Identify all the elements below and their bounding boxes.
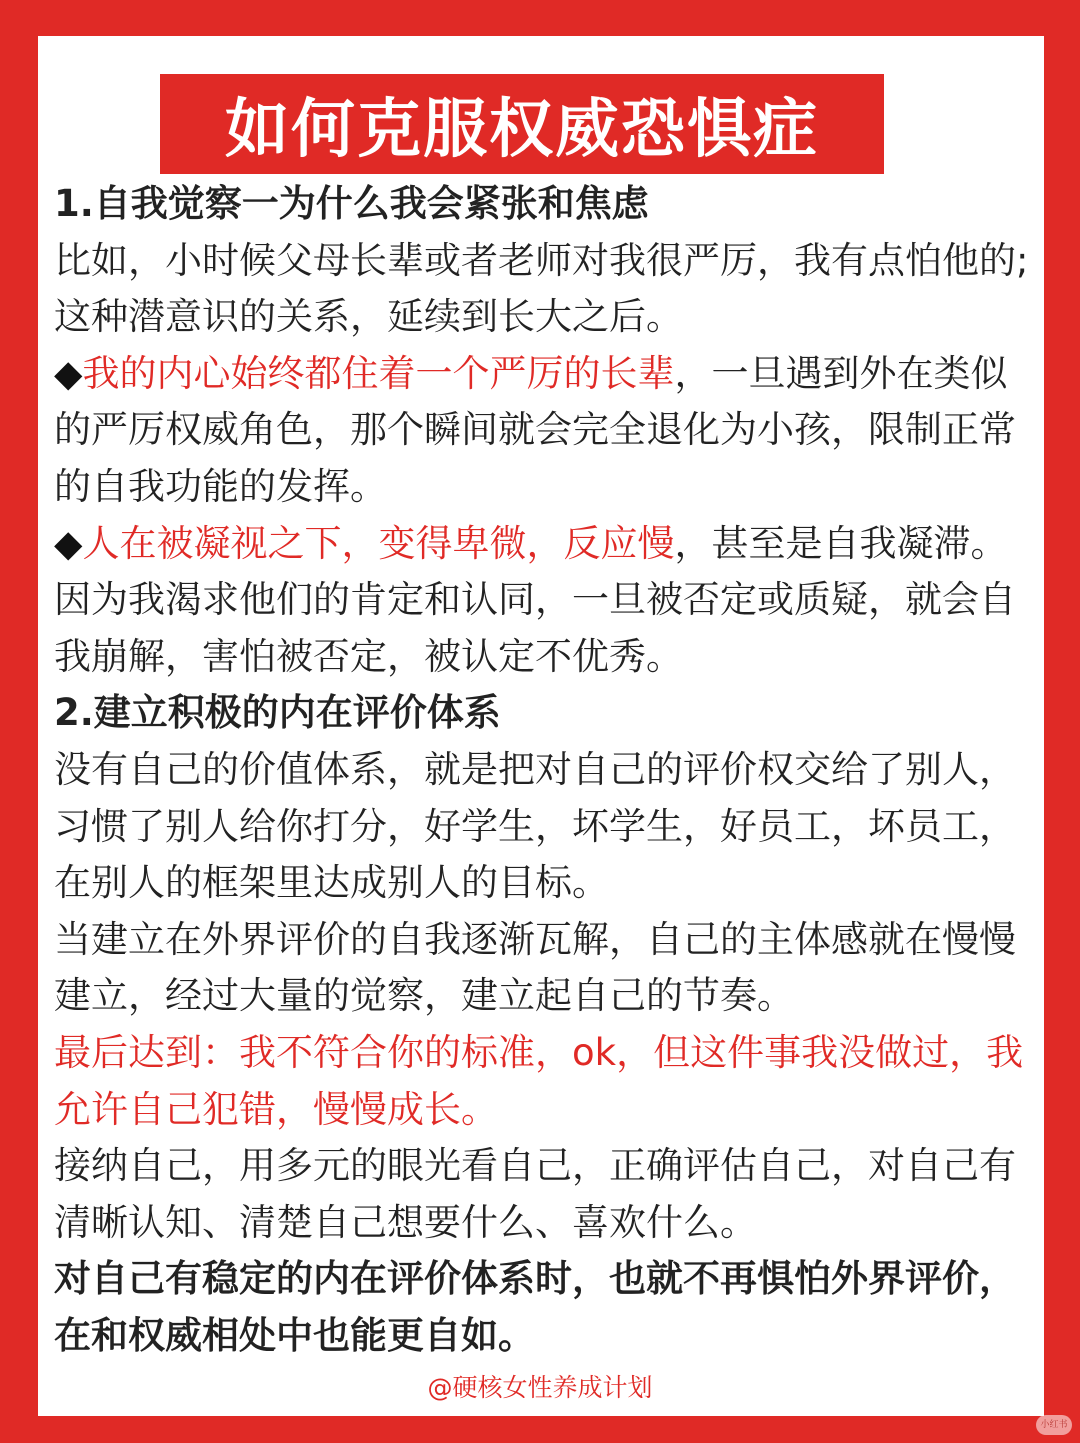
section-heading-1: 1.自我觉察一为什么我会紧张和焦虑 (54, 182, 649, 225)
bullet-item (54, 516, 1034, 686)
paragraph: 比如，小时候父母长辈或者老师对我很严厉，我有点怕他的;这种潜意识的关系，延续到长大之后。 (54, 238, 1029, 339)
bullet-text: ，一旦遇到外在类似的严厉权威角色，那个瞬间就会完全退化为小孩，限制正常的自我功能的发挥。 (54, 351, 1016, 508)
paragraph: 当建立在外界评价的自我逐渐瓦解，自己的主体感就在慢慢建立，经过大量的觉察，建立起自己的节奏。 (54, 917, 1016, 1018)
section-heading-2: 2.建立积极的内在评价体系 (54, 691, 501, 735)
page-title: 如何克服权威恐惧症 (225, 93, 819, 167)
diamond-bullet-icon: ◆ (54, 351, 83, 395)
paragraph: 没有自己的价值体系，就是把对自己的评价权交给了别人，习惯了别人给你打分，好学生，坏学生，好员工，坏员工，在别人的框架里达成别人的目标。 (54, 747, 1016, 905)
highlight-text: 我的内心始终都住着一个严厉的长辈 (82, 351, 675, 395)
highlight-text: 人在被凝视之下，变得卑微，反应慢 (82, 521, 675, 565)
title-banner (160, 74, 884, 174)
diamond-bullet-icon: ◆ (54, 521, 83, 565)
bullet-text: ，甚至是自我凝滞。因为我渴求他们的肯定和认同，一旦被否定或质疑，就会自我崩解，害怕被否定，被认定不优秀。 (54, 521, 1016, 678)
author-handle: @硬核女性养成计划 (427, 1373, 653, 1402)
article-body (54, 176, 1034, 1364)
highlight-paragraph: 最后达到：我不符合你的标准，ok，但这件事我没做过，我允许自己犯错，慢慢成长。 (54, 1030, 1024, 1131)
bullet-item (54, 346, 1034, 516)
conclusion-paragraph: 对自己有稳定的内在评价体系时，也就不再惧怕外界评价，在和权威相处中也能更自如。 (54, 1257, 1016, 1357)
watermark-badge: 小红书 (1036, 1415, 1072, 1435)
paragraph: 接纳自己，用多元的眼光看自己，正确评估自己，对自己有清晰认知、清楚自己想要什么、喜欢什么。 (54, 1144, 1016, 1244)
